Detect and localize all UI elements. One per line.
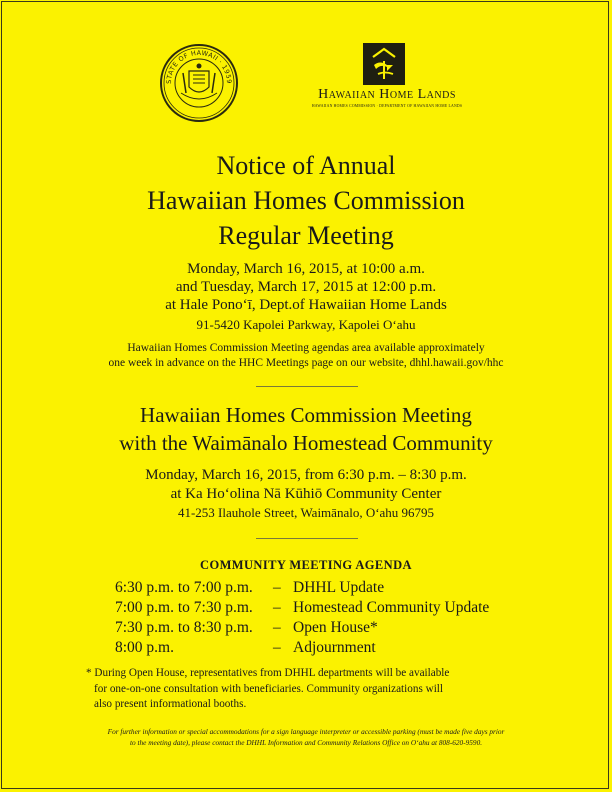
open-house-footnote [86, 666, 546, 713]
notice-date-line2: and Tuesday, March 17, 2015 at 12:00 p.m. [175, 279, 437, 295]
section-divider-2 [256, 538, 358, 539]
agenda-row [115, 638, 535, 658]
hawaiian-home-lands-logo [292, 43, 482, 111]
agenda-item: Adjournment [293, 639, 376, 656]
agenda-time: 6:30 p.m. to 7:00 p.m. [115, 579, 253, 596]
agenda-dash: – [273, 619, 281, 636]
agenda-row [115, 598, 535, 618]
fine-print-line1: For further information or special accommodations for a sign language interpreter or accessible parking (must be made five days prior [107, 727, 505, 736]
hawaiian-home-lands-logo-icon [363, 43, 405, 85]
notice-date-line1: Monday, March 16, 2015, at 10:00 a.m. [187, 261, 425, 277]
agenda-row [115, 578, 535, 598]
agenda-note-line2: one week in advance on the HHC Meetings page on our website, dhhl.hawaii.gov/hhc [108, 357, 504, 369]
section-divider [256, 386, 358, 387]
logo-name: Hawaiian Home Lands [318, 87, 456, 102]
agenda-row [115, 618, 535, 638]
notice-address: 91-5420 Kapolei Parkway, Kapolei O‘ahu [196, 317, 416, 332]
agenda-dash: – [273, 599, 281, 616]
notice-title-line3: Regular Meeting [218, 221, 394, 250]
agenda-dash: – [273, 579, 281, 596]
agenda-note-line1: Hawaiian Homes Commission Meeting agendas area available approximately [127, 342, 485, 354]
footnote-line1: * During Open House, representatives from DHHL departments will be available [86, 667, 450, 679]
agenda-item: DHHL Update [293, 579, 385, 596]
notice-location: at Hale Pono‘ī, Dept.of Hawaiian Home Lands [165, 297, 447, 313]
notice-title-line1: Notice of Annual [216, 151, 396, 180]
agenda-heading: COMMUNITY MEETING AGENDA [200, 558, 412, 572]
agenda-list [115, 578, 535, 658]
logo-subtitle: HAWAIIAN HOMES COMMISSION · DEPARTMENT OF HAWAIIAN HOME LANDS [311, 104, 463, 108]
agenda-time: 7:30 p.m. to 8:30 p.m. [115, 619, 253, 636]
footnote-line3: also present informational booths. [94, 698, 247, 710]
community-title-line1: Hawaiian Homes Commission Meeting [140, 403, 472, 427]
community-location: at Ka Ho‘olina Nā Kūhiō Community Center [170, 486, 442, 502]
community-title-line2: with the Waimānalo Homestead Community [119, 431, 493, 455]
notice-title-line2: Hawaiian Homes Commission [147, 186, 465, 215]
seal-text: STATE OF HAWAII · 1959 [164, 48, 234, 85]
agenda-time: 8:00 p.m. [115, 639, 174, 656]
agenda-time: 7:00 p.m. to 7:30 p.m. [115, 599, 253, 616]
state-seal-icon [159, 43, 239, 123]
accommodations-fine-print [0, 727, 612, 748]
community-address: 41-253 Ilauhole Street, Waimānalo, O‘ahu 96795 [177, 505, 435, 520]
agenda-item: Homestead Community Update [293, 599, 490, 616]
agenda-item: Open House* [293, 619, 378, 636]
fine-print-line2: to the meeting date), please contact the DHHL Information and Community Relations Office on O‘ahu at 808-620-9590. [129, 737, 483, 747]
community-date: Monday, March 16, 2015, from 6:30 p.m. – 8:30 p.m. [145, 467, 467, 483]
footnote-line2: for one-on-one consultation with beneficiaries. Community organizations will [94, 682, 444, 695]
agenda-dash: – [273, 639, 281, 656]
